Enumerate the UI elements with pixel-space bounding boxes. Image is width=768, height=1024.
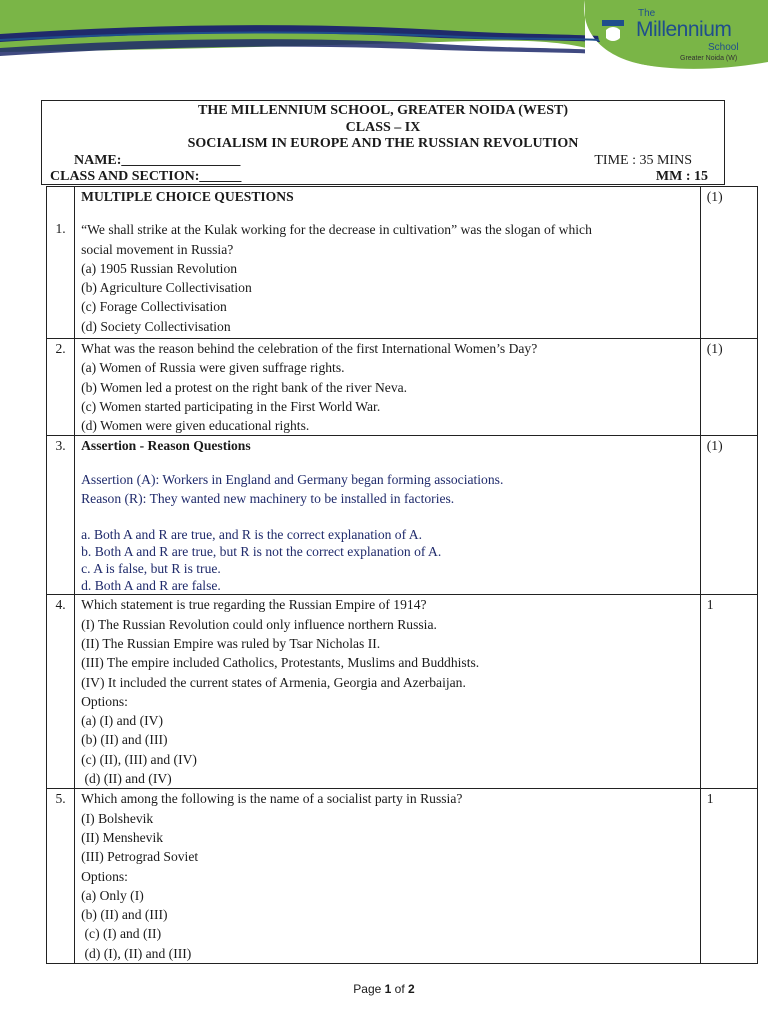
option: c. A is false, but R is true.	[81, 561, 221, 577]
option: (d) Society Collectivisation	[81, 318, 231, 334]
logo-school-text: School	[708, 42, 739, 53]
page-number: 1	[384, 982, 392, 996]
statement: (I) The Russian Revolution could only influence northern Russia.	[81, 616, 437, 632]
table-row	[47, 339, 758, 436]
question-text: What was the reason behind the celebration of the first International Women’s Day?	[81, 341, 538, 356]
subject-title: SOCIALISM IN EUROPE AND THE RUSSIAN REVOLUTION	[187, 136, 579, 151]
logo-location-text: Greater Noida (W)	[680, 55, 738, 62]
option: (d) (I), (II) and (III)	[81, 945, 192, 961]
option: (b) (II) and (III)	[81, 907, 168, 923]
marks-cell	[700, 595, 757, 789]
question-number: 2.	[55, 341, 66, 356]
option: (a) 1905 Russian Revolution	[81, 260, 238, 276]
question-text-cell	[75, 595, 701, 789]
exam-header	[41, 100, 725, 185]
marks: (1)	[706, 438, 723, 454]
option: (d) (II) and (IV)	[81, 771, 172, 787]
option: (c) (I) and (II)	[81, 926, 162, 942]
option: a. Both A and R are true, and R is the correct explanation of A.	[81, 527, 422, 543]
name-field-label: NAME:_________________	[74, 153, 241, 168]
option: (a) Only (I)	[81, 887, 144, 903]
page-label: Page	[353, 982, 385, 996]
statement: (I) Bolshevik	[81, 810, 154, 826]
options-label: Options:	[81, 868, 128, 884]
question-number-cell	[47, 187, 75, 339]
option: (c) (II), (III) and (IV)	[81, 751, 197, 767]
question-number-cell	[47, 339, 75, 436]
marks: 1	[706, 791, 714, 807]
school-logo	[592, 8, 752, 68]
marks: 1	[706, 597, 714, 613]
question-number: 3.	[55, 438, 66, 454]
option: (a) (I) and (IV)	[81, 713, 163, 729]
question-text: Which among the following is the name of a socialist party in Russia?	[81, 791, 463, 807]
marks-cell	[700, 187, 757, 339]
statement: (III) The empire included Catholics, Protestants, Muslims and Buddhists.	[81, 655, 480, 671]
question-text: “We shall strike at the Kulak working for the decrease in cultivation” was the slogan of which	[81, 222, 592, 238]
option: (b) Women led a protest on the right bank of the river Neva.	[81, 379, 408, 395]
marks-cell	[700, 436, 757, 595]
question-text: social movement in Russia?	[81, 241, 234, 257]
question-number-cell	[47, 595, 75, 789]
logo-the-text: The	[638, 8, 656, 19]
questions-table	[46, 186, 758, 964]
options-label: Options:	[81, 693, 128, 709]
question-text-cell	[75, 339, 701, 436]
marks: (1)	[706, 189, 723, 204]
statement: (IV) It included the current states of Armenia, Georgia and Azerbaijan.	[81, 674, 466, 690]
option: (b) Agriculture Collectivisation	[81, 280, 252, 296]
option: d. Both A and R are false.	[81, 578, 221, 594]
option: (c) Women started participating in the First World War.	[81, 398, 381, 414]
section-title: MULTIPLE CHOICE QUESTIONS	[81, 189, 294, 204]
option: (d) Women were given educational rights.	[81, 418, 310, 434]
statement: (II) The Russian Empire was ruled by Tsar Nicholas II.	[81, 635, 381, 651]
shield-logo-icon	[596, 14, 630, 52]
question-text-cell	[75, 436, 701, 595]
marks: (1)	[706, 341, 723, 356]
marks-cell	[700, 339, 757, 436]
table-row	[47, 436, 758, 595]
reason-text: Reason (R): They wanted new machinery to be installed in factories.	[81, 491, 455, 507]
question-number-cell	[47, 789, 75, 964]
option: b. Both A and R are true, but R is not the correct explanation of A.	[81, 544, 442, 560]
class-title: CLASS – IX	[345, 120, 421, 135]
school-name: THE MILLENNIUM SCHOOL, GREATER NOIDA (WEST)	[197, 103, 568, 118]
class-section-label: CLASS AND SECTION:______	[50, 169, 242, 184]
table-row	[47, 595, 758, 789]
statement: (III) Petrograd Soviet	[81, 849, 199, 865]
assertion-reason-title: Assertion - Reason Questions	[81, 438, 251, 454]
question-number: 4.	[55, 597, 66, 613]
question-text-cell	[75, 187, 701, 339]
statement: (II) Menshevik	[81, 829, 164, 845]
page-of-label: of	[391, 982, 409, 996]
option: (b) (II) and (III)	[81, 732, 168, 748]
max-marks-label: MM : 15	[655, 169, 708, 184]
time-label: TIME : 35 MINS	[594, 153, 692, 168]
page-footer	[0, 982, 768, 996]
marks-cell	[700, 789, 757, 964]
assertion-text: Assertion (A): Workers in England and Germany began forming associations.	[81, 471, 504, 487]
logo-name-text: Millennium	[636, 18, 732, 41]
table-row	[47, 789, 758, 964]
option: (c) Forage Collectivisation	[81, 299, 227, 315]
question-text-cell	[75, 789, 701, 964]
question-text: Which statement is true regarding the Russian Empire of 1914?	[81, 597, 427, 613]
table-row	[47, 187, 758, 339]
question-number: 1.	[55, 221, 66, 236]
option: (a) Women of Russia were given suffrage rights.	[81, 360, 345, 376]
question-number: 5.	[55, 791, 66, 807]
question-number-cell	[47, 436, 75, 595]
page-total: 2	[408, 982, 415, 996]
